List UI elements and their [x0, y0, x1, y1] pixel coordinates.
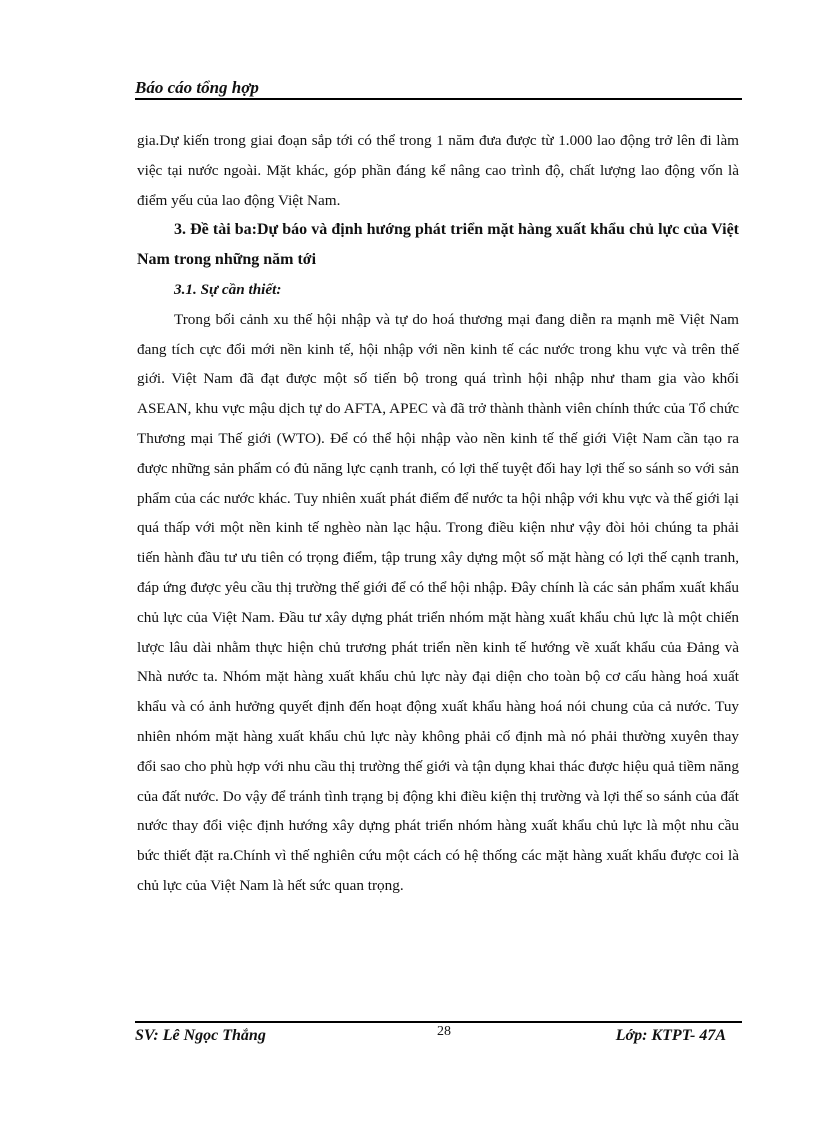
- paragraph-main: Trong bối cảnh xu thế hội nhập và tự do hoá thương mại đang diễn ra mạnh mẽ Việt Nam đang tích cực đổi mới nền kinh tế, hội nhập với nền kinh tế các nước trong khu vực và trên thế giới. Việt Nam đã đạt được một số tiến bộ trong quá trình hội nhập như tham gia vào khối ASEAN, khu vực mậu dịch tự do AFTA, APEC và đã trở thành thành viên chính thức của Tổ chức Thương mại Thế giới (WTO). Để có thể hội nhập vào nền kinh tế thế giới Việt Nam cần tạo ra được những sản phẩm có đủ năng lực cạnh tranh, có lợi thế tuyệt đối hay lợi thế so sánh so với sản phẩm của các nước khác. Tuy nhiên xuất phát điểm để nước ta hội nhập với khu vực và thế giới lại quá thấp với một nền kinh tế nghèo nàn lạc hậu. Trong điều kiện như vậy đòi hỏi chúng ta phải tiến hành đầu tư ưu tiên có trọng điểm, tập trung xây dựng một số mặt hàng có lợi thế cạnh tranh, đáp ứng được yêu cầu thị trường thế giới để có thể hội nhập. Đây chính là các sản phẩm xuất khẩu chủ lực của Việt Nam. Đầu tư xây dựng phát triển nhóm mặt hàng xuất khẩu chủ lực là một chiến lược lâu dài nhằm thực hiện chủ trương phát triển nền kinh tế hướng về xuất khẩu của Đảng và Nhà nước ta. Nhóm mặt hàng xuất khẩu chủ lực này đại diện cho toàn bộ cơ cấu hàng hoá xuất khẩu và có ảnh hưởng quyết định đến hoạt động xuất khẩu hàng hoá nói chung của cả nước. Tuy nhiên nhóm mặt hàng xuất khẩu chủ lực này không phải cố định mà nó phải thường xuyên thay đổi sao cho phù hợp với nhu cầu thị trường thế giới và tận dụng khai thác được hiệu quả tiềm năng của đất nước. Do vậy để tránh tình trạng bị động khi điều kiện thị trường và lợi thế so sánh của đất nước thay đổi việc định hướng xây dựng phát triển nhóm hàng xuất khẩu chủ lực là một nhu cầu bức thiết đặt ra.Chính vì thế nghiên cứu một cách có hệ thống các mặt hàng xuất khẩu được coi là chủ lực của Việt Nam là hết sức quan trọng.: [137, 310, 739, 894]
- document-body: [137, 126, 739, 901]
- footer-student-name: SV: Lê Ngọc Thắng: [135, 1027, 266, 1044]
- section-heading: 3. Đề tài ba:Dự báo và định hướng phát triển mặt hàng xuất khẩu chủ lực của Việt Nam trong những năm tới: [137, 221, 739, 269]
- page-number: 28: [437, 1024, 451, 1039]
- header-rule: [135, 98, 742, 100]
- footer-class-label: Lớp: KTPT- 47A: [615, 1027, 726, 1044]
- header-title: Báo cáo tổng hợp: [135, 78, 259, 97]
- subsection-heading: 3.1. Sự cần thiết:: [174, 280, 282, 298]
- paragraph-continuation: gia.Dự kiến trong giai đoạn sắp tới có thể trong 1 năm đưa được từ 1.000 lao động trở lên đi làm việc tại nước ngoài. Mặt khác, góp phần đáng kể nâng cao trình độ, chất lượng lao động vốn là điểm yếu của lao động Việt Nam.: [137, 132, 739, 209]
- footer-rule: [135, 1021, 742, 1023]
